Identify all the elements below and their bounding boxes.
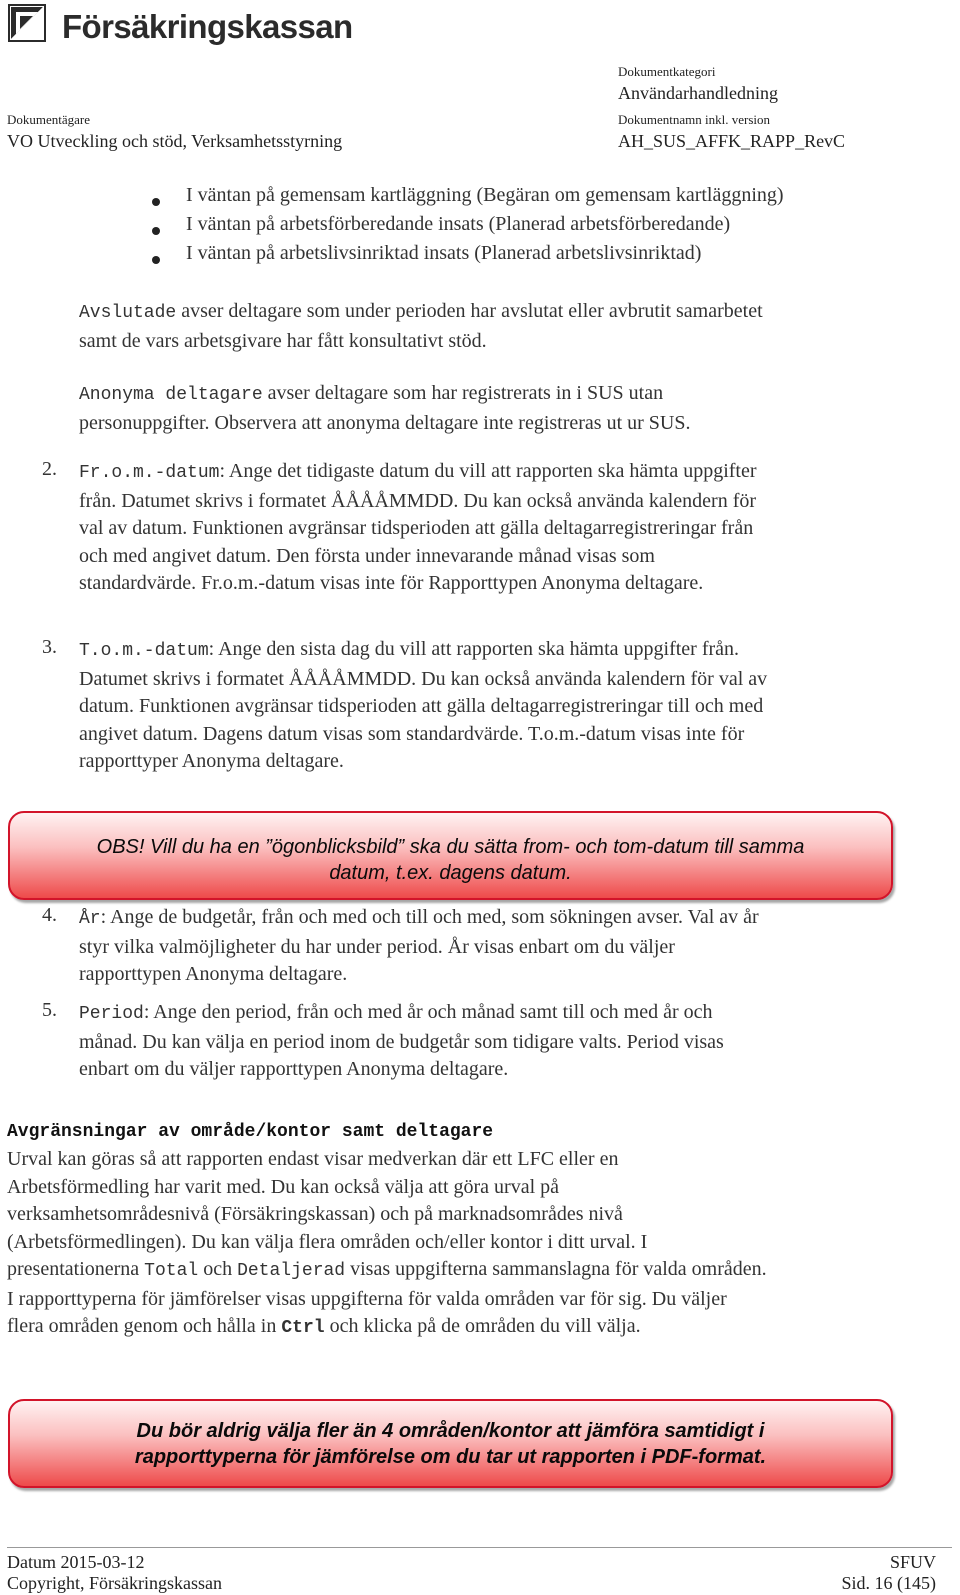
list-number: 5. xyxy=(42,999,57,1021)
period-paragraph: Period: Ange den period, från och med år och månad samt till och med år och månad. Du kan välja en period inom de budgetår som tidigare valts. Period visas enbart om du väljer rapporttypen Anonyma deltagare. xyxy=(79,1001,724,1080)
section-heading: Avgränsningar av område/kontor samt deltagare xyxy=(7,1122,494,1142)
doc-owner-label: Dokumentägare xyxy=(7,112,91,127)
list-number: 3. xyxy=(42,636,57,658)
logo-mark-icon xyxy=(8,4,46,42)
bullet-dot xyxy=(152,251,160,269)
org-logo-text: Försäkringskassan xyxy=(62,8,353,45)
bullet-item: I väntan på arbetslivsinriktad insats (Planerad arbetslivsinriktad) xyxy=(186,242,702,264)
avslutade-paragraph: Avslutade avser deltagare som under perioden har avslutat eller avbrutit samarbetet samt de vars arbetsgivare har fått konsultativt stöd. xyxy=(79,300,763,352)
anonyma-term: Anonyma deltagare xyxy=(79,385,263,405)
bullet-item: I väntan på arbetsförberedande insats (Planerad arbetsförberedande) xyxy=(186,213,731,235)
ctrl-key-term: Ctrl xyxy=(281,1318,325,1338)
list-number: 4. xyxy=(42,904,57,926)
footer-page-number: Sid. 16 (145) xyxy=(841,1573,936,1593)
anonyma-paragraph: Anonyma deltagare avser deltagare som har registrerats in i SUS utan personuppgifter. Observera att anonyma deltagare inte registreras ut ur SUS. xyxy=(79,382,691,434)
section-paragraph: Urval kan göras så att rapporten endast visar medverkan där ett LFC eller en Arbetsförmedling har varit med. Du kan också välja att göra urval på verksamhetsområdesnivå (Försäkringskassan) och på marknadsområdes nivå (Arbetsförmedlingen). Du kan välja flera områden och/eller kontor i ditt urval. I presentationerna Total och Detaljerad visas uppgifterna sammanslagna för valda områden. I rapporttyperna för jämförelser visas uppgifterna för valda områden var för sig. Du väljer flera områden genom och hålla in Ctrl och klicka på de områden du vill välja. xyxy=(7,1148,767,1338)
footer-divider xyxy=(7,1547,952,1548)
from-date-paragraph: Fr.o.m.-datum: Ange det tidigaste datum du vill att rapporten ska hämta uppgifter från. Datumet skrivs i formatet ÅÅÅÅMMDD. Du kan också använda kalendern för val av datum. Funktionen avgränsar tidsperioden att gälla deltagarregistreringar från och med angivet datum. Den första under innevarande månad visas som standardvärde. Fr.o.m.-datum visas inte för Rapporttypen Anonyma deltagare. xyxy=(79,460,757,594)
to-date-term: T.o.m.-datum xyxy=(79,641,209,661)
list-number: 2. xyxy=(42,458,57,480)
period-term: Period xyxy=(79,1004,144,1024)
bullet-dot xyxy=(152,193,160,211)
warning-callout: Du bör aldrig välja fler än 4 områden/kontor att jämföra samtidigt i rapporttyperna för jämförelse om du tar ut rapporten i PDF-format. xyxy=(8,1399,893,1488)
to-date-paragraph: T.o.m.-datum: Ange den sista dag du vill att rapporten ska hämta uppgifter från. Datumet skrivs i formatet ÅÅÅÅMMDD. Du kan också använda kalendern för val av datum. Funktionen avgränsar tidsperioden att gälla deltagarregistreringar till och med angivet datum. Dagens datum visas som standardvärde. T.o.m.-datum visas inte för rapporttyper Anonyma deltagare. xyxy=(79,638,768,772)
doc-name-value: AH_SUS_AFFK_RAPP_RevC xyxy=(618,131,846,151)
from-date-term: Fr.o.m.-datum xyxy=(79,463,220,483)
detaljerad-term: Detaljerad xyxy=(237,1261,346,1281)
year-term: År xyxy=(79,909,101,929)
doc-owner-value: VO Utveckling och stöd, Verksamhetsstyrning xyxy=(7,131,343,151)
bullet-item: I väntan på gemensam kartläggning (Begäran om gemensam kartläggning) xyxy=(186,184,784,206)
obs-callout: OBS! Vill du ha en ”ögonblicksbild” ska du sätta from- och tom-datum till samma datum, t.ex. dagens datum. xyxy=(8,811,893,900)
bullet-dot xyxy=(152,222,160,240)
footer-copyright: Copyright, Försäkringskassan xyxy=(7,1573,222,1593)
footer-code: SFUV xyxy=(889,1552,936,1572)
doc-name-label: Dokumentnamn inkl. version xyxy=(618,112,771,127)
total-term: Total xyxy=(144,1261,199,1281)
avslutade-term: Avslutade xyxy=(79,303,177,323)
doc-category-label: Dokumentkategori xyxy=(618,64,716,79)
year-paragraph: År: Ange de budgetår, från och med och till och med, som sökningen avser. Val av år styr vilka valmöjligheter du har under period. År visas enbart om du väljer rapporttypen Anonyma deltagare. xyxy=(79,906,759,985)
footer-date: Datum 2015-03-12 xyxy=(7,1552,145,1572)
doc-category-value: Användarhandledning xyxy=(618,83,778,103)
